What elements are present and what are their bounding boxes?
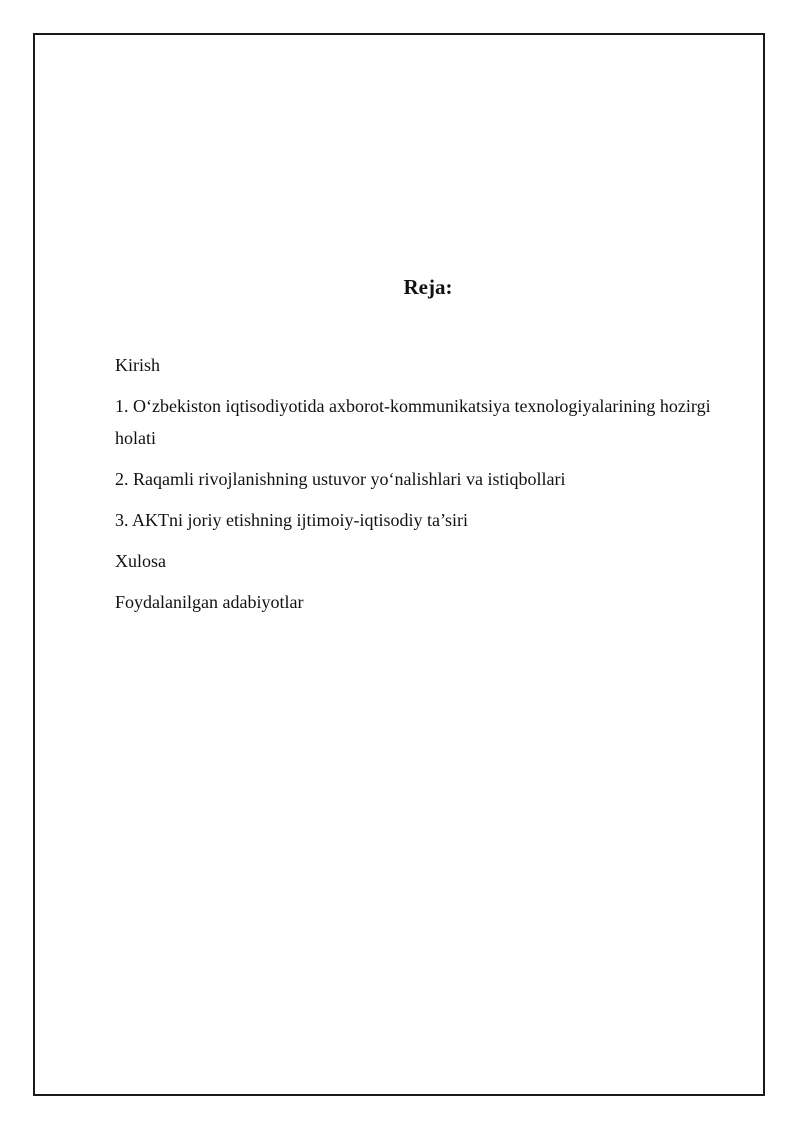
- plan-item-references: Foydalanilgan adabiyotlar: [115, 592, 304, 612]
- plan-item-conclusion: Xulosa: [115, 551, 166, 571]
- plan-item-section-1: 1. O‘zbekiston iqtisodiyotida axborot-kommunikatsiya texnologiyalarining hozirgi holati: [115, 396, 711, 448]
- page-title: Reja:: [403, 275, 453, 299]
- plan-list: [115, 349, 743, 627]
- plan-item-section-3: 3. AKTni joriy etishning ijtimoiy-iqtisodiy ta’siri: [115, 510, 468, 530]
- plan-item-introduction: Kirish: [115, 355, 160, 375]
- plan-item-section-2: 2. Raqamli rivojlanishning ustuvor yo‘nalishlari va istiqbollari: [115, 469, 566, 489]
